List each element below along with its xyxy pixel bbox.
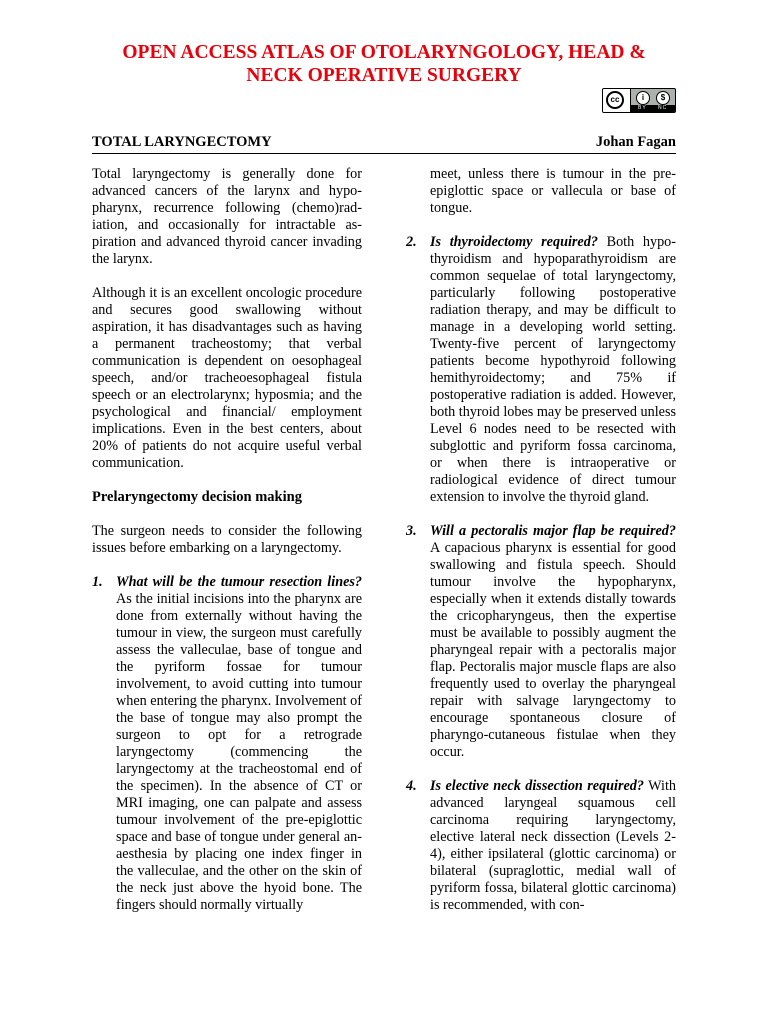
cc-license-badge: [602, 88, 676, 113]
list-item-2-question: Is thyroidectomy required?: [430, 234, 598, 250]
list-item-1-continued: meet, unless there is tumour in the pre-epiglottic space or vallecula or base of tongue.: [430, 166, 676, 216]
cc-by-label: BY: [638, 105, 647, 111]
noncommercial-dollar-icon: $: [656, 91, 670, 105]
attribution-person-icon: i: [636, 91, 650, 105]
list-item-4: [406, 778, 676, 914]
creative-commons-icon: cc: [606, 91, 624, 109]
list-item-3: [406, 523, 676, 761]
right-column: [406, 166, 676, 914]
atlas-title: [60, 41, 708, 87]
list-item-4-text: With advanced laryngeal squamous cell carcinoma requiring laryngectomy, elective lateral neck dissection (Levels 2-4), either ipsilateral (glottic carcinoma) or bilateral (supraglottic, medial wall of pyriform fossa, bilateral glottic carcinoma) is recommended, with con-: [430, 778, 676, 913]
list-item-1-number: 1.: [92, 574, 103, 590]
atlas-title-line1: OPEN ACCESS ATLAS OF OTOLARYNGOLOGY, HEAD &: [122, 42, 646, 63]
list-item-2-text: Both hypothyroidism and hypoparathyroidism are common sequelae of total laryngectomy, particularly following postoperative radiation therapy, and may be difficult to manage in a developing world setting. Twenty-five percent of laryngectomy patients become hypothyroid following hemithyroidectomy; and 75% if postoperative radiation is added. However, both thyroid lobes may be preserved unless Level 6 nodes need to be resected with subglottic and pyriform fossa carcinoma, or when there is intraoperative or radiological evidence of direct tumour extension to involve the thyroid gland.: [430, 234, 676, 505]
section-heading: Prelaryngectomy decision making: [92, 489, 302, 505]
list-item-1-text: As the initial incisions into the pharynx are done from externally without having the tumour in view, the surgeon must carefully assess the valleculae, base of tongue and the pyriform fossae for tumour involvement, to avoid cutting into tumour when entering the pharynx. Involvement of the base of tongue may also prompt the surgeon to opt for a retrograde laryngectomy (commencing the laryngectomy at the tracheostomal end of the specimen). In the absence of CT or MRI imaging, one can palpate and assess tumour involvement of the pre-epiglottic space and base of tongue under general anaesthesia by placing one index finger in the valleculae, and the other on the skin of the neck just above the hyoid bone. The fingers should normally virtually: [116, 591, 362, 913]
document-title: TOTAL LARYNGECTOMY: [92, 134, 272, 150]
title-rule: [92, 153, 676, 154]
cc-license-label: [630, 105, 675, 112]
list-item-3-question: Will a pectoralis major flap be required?: [430, 523, 676, 539]
list-item-1: [92, 574, 362, 914]
section-intro: The surgeon needs to consider the following issues before embarking on a laryngectomy.: [92, 523, 362, 556]
cc-nc-label: NC: [658, 105, 668, 111]
intro-paragraph-1: Total laryngectomy is generally done for advanced cancers of the larynx and hypopharynx, recurrence following (chemo)radiation, and occasionally for intractable aspiration and advanced thyroid cancer invading the larynx.: [92, 166, 362, 267]
intro-paragraph-2: Although it is an excellent oncologic procedure and secures good swallowing without aspiration, it has disadvantages such as having a permanent tracheostomy; that verbal communication is dependent on oesophageal speech, and/or tracheoesophageal fistula speech or an electrolarynx; hyposmia; and the psychological and financial/ employment implications. Even in the best centers, about 20% of patients do not acquire useful verbal communication.: [92, 285, 362, 471]
list-item-4-question: Is elective neck dissection required?: [430, 778, 644, 794]
atlas-title-line2: NECK OPERATIVE SURGERY: [246, 65, 522, 86]
list-item-2: [406, 234, 676, 506]
list-item-4-number: 4.: [406, 778, 417, 794]
document-author: Johan Fagan: [595, 134, 676, 150]
list-item-1-question: What will be the tumour resection lines?: [116, 574, 362, 590]
list-item-3-text: A capacious pharynx is essential for good swallowing and fistula speech. Should tumour involve the hypopharynx, especially when it extends distally towards the cricopharyngeus, then the expertise must be available to possibly augment the pharyngeal repair with a pectoralis major flap. Pectoralis major muscle flaps are also frequently used to overlay the pharyngeal repair with salvage laryngectomy to encourage spontaneous closure of pharyngo-cutaneous fistulae when they occur.: [430, 540, 676, 760]
list-item-2-number: 2.: [406, 234, 417, 250]
list-item-3-number: 3.: [406, 523, 417, 539]
left-column: [92, 166, 362, 914]
